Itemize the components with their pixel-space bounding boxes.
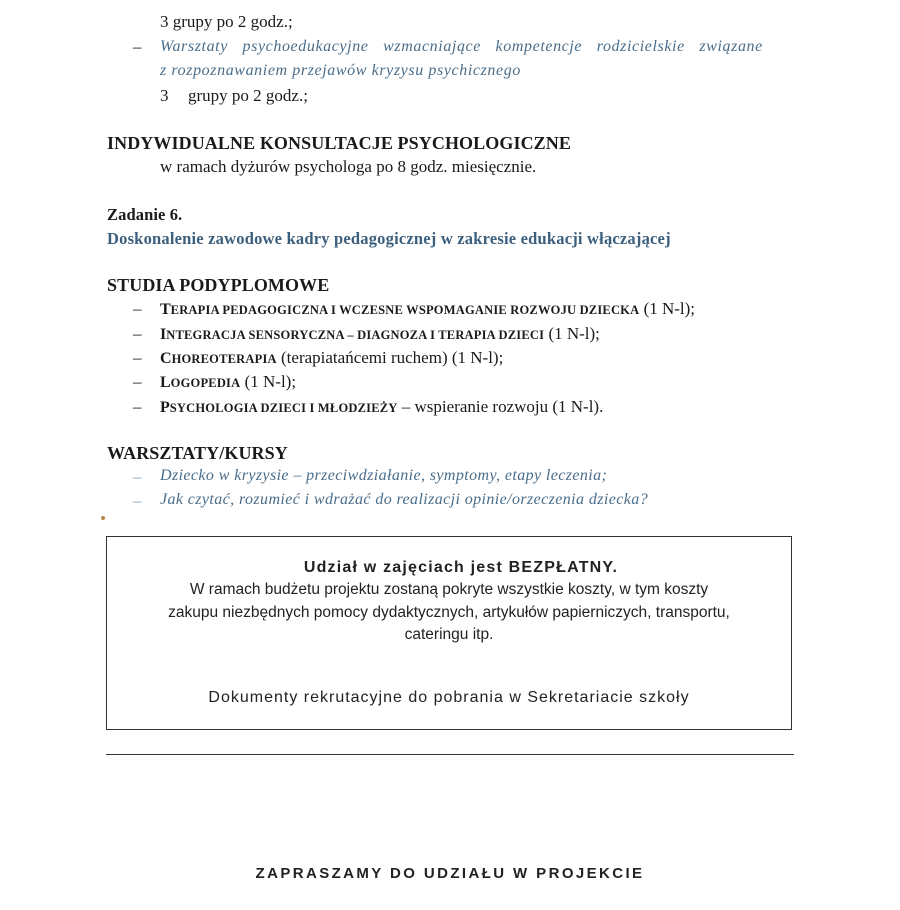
list-dash: – bbox=[133, 37, 142, 56]
group-count-number: 3 bbox=[160, 86, 169, 105]
workshop-title-line-1: Warsztaty psychoedukacyjne wzmacniające kompetencje rodzicielskie związane bbox=[160, 38, 763, 55]
studies-item bbox=[160, 324, 600, 344]
studies-item-initial: T bbox=[160, 301, 171, 318]
studies-item bbox=[160, 397, 603, 417]
studies-item-name: ERAPIA PEDAGOGICZNA I WCZESNE WSPOMAGANIE ROZWOJU DZIECKA bbox=[170, 303, 640, 317]
studies-item-detail: – wspieranie rozwoju (1 N-l). bbox=[397, 397, 604, 416]
workshop-title-line-2: z rozpoznawaniem przejawów kryzysu psychicznego bbox=[160, 62, 521, 79]
notice-title: Udział w zajęciach jest BEZPŁATNY. bbox=[303, 559, 619, 576]
group-count-line: 3 grupy po 2 godz.; bbox=[160, 12, 293, 31]
task-label: Zadanie 6. bbox=[107, 205, 183, 224]
studies-item-name: OGOPEDIA bbox=[170, 376, 241, 390]
studies-item-initial: C bbox=[160, 350, 172, 367]
studies-item-detail: (1 N-l); bbox=[240, 372, 297, 391]
consult-text: w ramach dyżurów psychologa po 8 godz. miesięcznie. bbox=[160, 157, 537, 176]
list-dash: – bbox=[133, 324, 142, 343]
notice-line: W ramach budżetu projektu zostaną pokryte wszystkie koszty, w tym koszty bbox=[189, 581, 709, 598]
studies-item-initial: L bbox=[160, 374, 171, 391]
list-dash: – bbox=[133, 397, 142, 416]
consult-heading: INDYWIDUALNE KONSULTACJE PSYCHOLOGICZNE bbox=[107, 133, 571, 153]
divider bbox=[106, 754, 794, 755]
list-dash: – bbox=[133, 467, 142, 486]
studies-item-name: NTEGRACJA SENSORYCZNA – DIAGNOZA I TERAPIA DZIECI bbox=[166, 328, 545, 342]
studies-item-name: SYCHOLOGIA DZIECI I MŁODZIEŻY bbox=[169, 401, 398, 415]
list-dash: – bbox=[133, 491, 142, 510]
task-title: Doskonalenie zawodowe kadry pedagogicznej w zakresie edukacji włączającej bbox=[107, 229, 671, 248]
footer-invitation: ZAPRASZAMY DO UDZIAŁU W PROJEKCIE bbox=[255, 865, 645, 882]
workshops-heading: WARSZTATY/KURSY bbox=[107, 443, 288, 463]
group-count-text: grupy po 2 godz.; bbox=[188, 86, 308, 105]
workshop-item: Jak czytać, rozumieć i wdrażać do realizacji opinie/orzeczenia dziecka? bbox=[160, 491, 649, 508]
ink-speck bbox=[101, 516, 105, 520]
notice-line: zakupu niezbędnych pomocy dydaktycznych, artykułów papierniczych, transportu, bbox=[168, 604, 730, 621]
list-dash: – bbox=[133, 299, 142, 318]
studies-item bbox=[160, 299, 695, 319]
studies-item-name: HOREOTERAPIA bbox=[171, 352, 277, 366]
list-dash: – bbox=[133, 348, 142, 367]
studies-heading: STUDIA PODYPLOMOWE bbox=[107, 275, 330, 295]
studies-item-detail: (terapiatańcemi ruchem) (1 N-l); bbox=[276, 348, 504, 367]
studies-item-initial: P bbox=[160, 399, 170, 416]
notice-box bbox=[106, 536, 792, 730]
studies-item bbox=[160, 348, 503, 368]
workshop-item: Dziecko w kryzysie – przeciwdziałanie, symptomy, etapy leczenia; bbox=[160, 467, 608, 484]
studies-item bbox=[160, 372, 296, 392]
notice-documents: Dokumenty rekrutacyjne do pobrania w Sekretariacie szkoły bbox=[208, 689, 690, 706]
studies-item-detail: (1 N-l); bbox=[544, 324, 600, 343]
studies-item-detail: (1 N-l); bbox=[639, 299, 696, 318]
studies-item-initial: I bbox=[160, 326, 167, 343]
list-dash: – bbox=[133, 372, 142, 391]
notice-line: cateringu itp. bbox=[404, 626, 494, 643]
